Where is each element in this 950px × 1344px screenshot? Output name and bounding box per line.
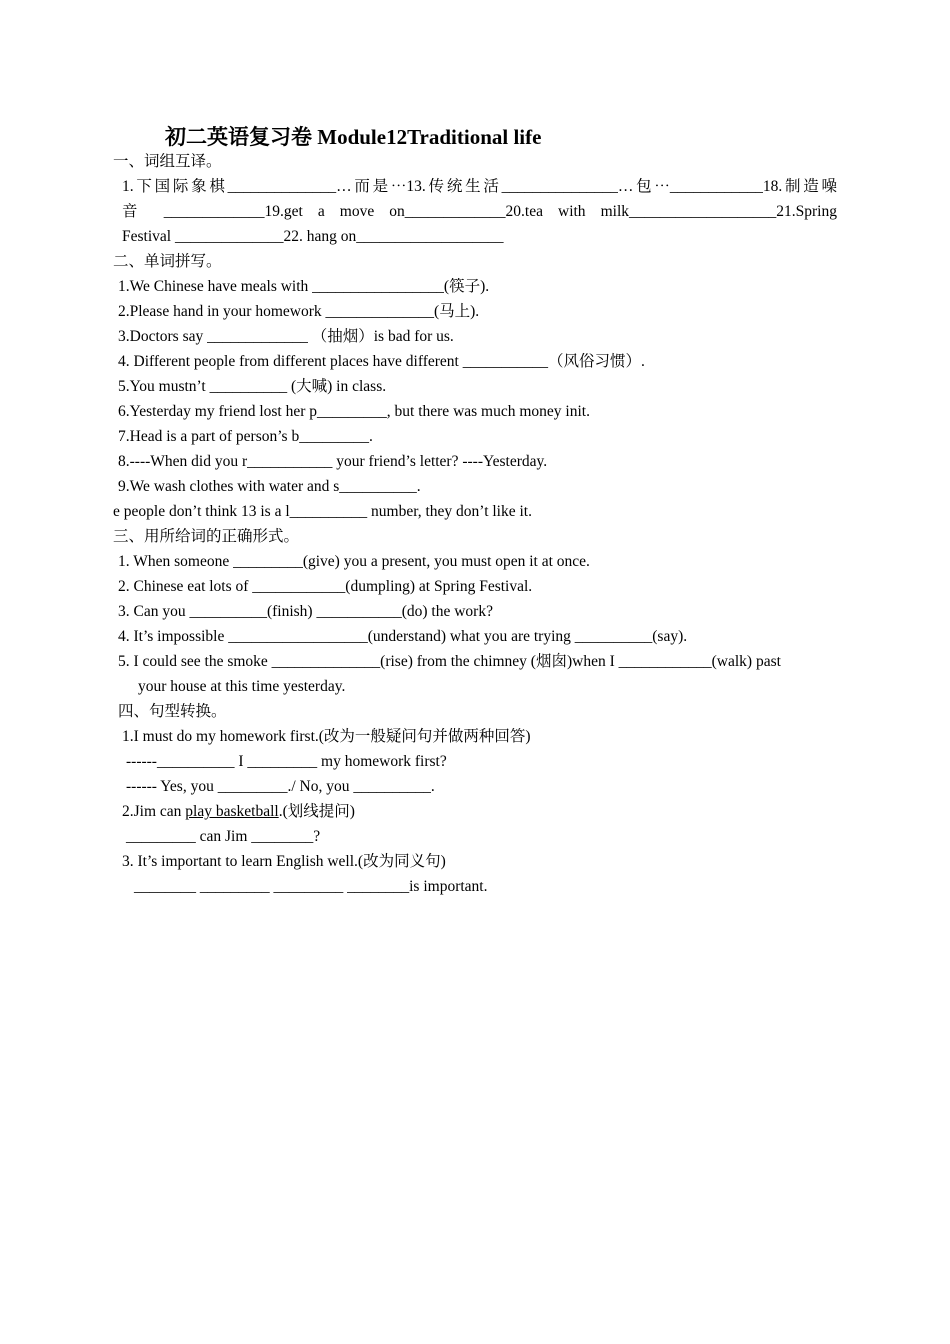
section-1-line-2: 音 _____________19.get a move on_____________20.tea with milk___________________21.Spring <box>122 203 837 220</box>
section-4-q2 <box>122 802 355 822</box>
section-2-item: e people don’t think 13 is a l__________ number, they don’t like it. <box>113 503 532 520</box>
section-4-heading: 四、句型转换。 <box>118 703 227 720</box>
section-4-q3-answer-line: ________ _________ _________ ________is important. <box>134 878 488 895</box>
section-1-heading: 一、词组互译。 <box>113 153 222 170</box>
section-2-item: 3.Doctors say _____________ （抽烟）is bad for us. <box>118 328 454 345</box>
section-2-item: 7.Head is a part of person’s b_________. <box>118 428 373 445</box>
section-4-q2-answer-line: _________ can Jim ________? <box>126 828 321 845</box>
section-3-item: 1. When someone _________(give) you a present, you must open it at once. <box>118 553 590 570</box>
section-2-item: 2.Please hand in your homework ______________(马上). <box>118 303 480 320</box>
section-4-q1-answer-line: ------__________ I _________ my homework first? <box>126 753 447 770</box>
section-3-heading: 三、用所给词的正确形式。 <box>113 528 300 545</box>
section-4-q1-responses: ------ Yes, you _________./ No, you __________. <box>126 778 435 795</box>
section-4-q1: 1.I must do my homework first.(改为一般疑问句并做两种回答) <box>122 728 531 745</box>
section-2-item: 9.We wash clothes with water and s__________. <box>118 478 421 495</box>
section-1-line-1: 1.下国际象棋______________…而是⋯13.传统生活_______________…包⋯____________18.制造噪 <box>122 178 837 195</box>
section-4-q3: 3. It’s important to learn English well.(改为同义句) <box>122 853 446 870</box>
q2-prefix: 2.Jim can <box>122 803 186 820</box>
section-2-item: 1.We Chinese have meals with _________________(筷子). <box>118 278 490 295</box>
section-2-item: 5.You mustn’t __________ (大喊) in class. <box>118 378 387 395</box>
section-2-item: 6.Yesterday my friend lost her p_________, but there was much money init. <box>118 403 590 420</box>
page-title: 初二英语复习卷 Module12Traditional life <box>165 125 542 149</box>
section-3-item: 5. I could see the smoke ______________(rise) from the chimney (烟囱)when I ____________(walk) past <box>118 653 781 670</box>
section-2-item: 8.----When did you r___________ your friend’s letter? ----Yesterday. <box>118 453 548 470</box>
section-2-heading: 二、单词拼写。 <box>113 253 222 270</box>
section-2-item: 4. Different people from different places have different ___________（风俗习惯）. <box>118 353 645 370</box>
section-3-item: 2. Chinese eat lots of ____________(dumpling) at Spring Festival. <box>118 578 533 595</box>
section-3-item-continuation: your house at this time yesterday. <box>138 678 346 695</box>
q2-underlined-phrase: play basketball <box>185 803 279 820</box>
q2-suffix: .(划线提问) <box>278 803 355 820</box>
section-3-item: 3. Can you __________(finish) ___________(do) the work? <box>118 603 493 620</box>
section-1-line-3: Festival ______________22. hang on___________________ <box>122 228 504 245</box>
section-3-item: 4. It’s impossible __________________(understand) what you are trying __________(say). <box>118 628 688 645</box>
